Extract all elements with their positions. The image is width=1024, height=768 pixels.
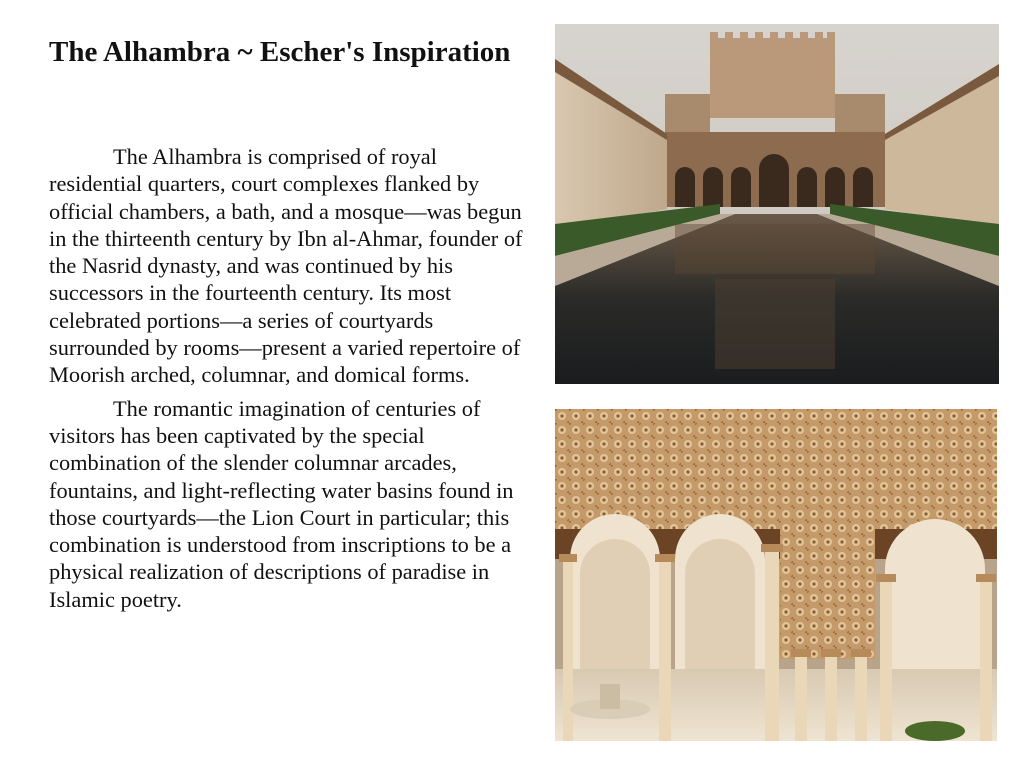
court-of-lions-photo bbox=[555, 409, 997, 741]
paragraph-2: The romantic imagination of centuries of visitors has been captivated by the special combination of the slender columnar arcades, fountains, and light-reflecting water basins found in those courtyards—the Lion Court in particular; this combination is understood from inscriptions to be a physical realization of descriptions of paradise in Islamic poetry. bbox=[49, 395, 514, 612]
court-of-myrtles-photo bbox=[555, 24, 999, 384]
paragraph-1: The Alhambra is comprised of royal residential quarters, court complexes flanked by official chambers, a bath, and a mosque—was begun in the thirteenth century by Ibn al-Ahmar, founder of the Nasrid dynasty, and was continued by his successors in the fourteenth century. Its most celebrated portions—a series of courtyards surrounded by rooms—present a varied repertoire of Moorish arched, columnar, and domical forms. bbox=[49, 144, 523, 388]
court-of-myrtles-image bbox=[555, 24, 999, 384]
slide-title: The Alhambra ~ Escher's Inspiration bbox=[49, 36, 511, 68]
court-of-lions-image bbox=[555, 409, 997, 741]
body-text bbox=[49, 143, 531, 619]
